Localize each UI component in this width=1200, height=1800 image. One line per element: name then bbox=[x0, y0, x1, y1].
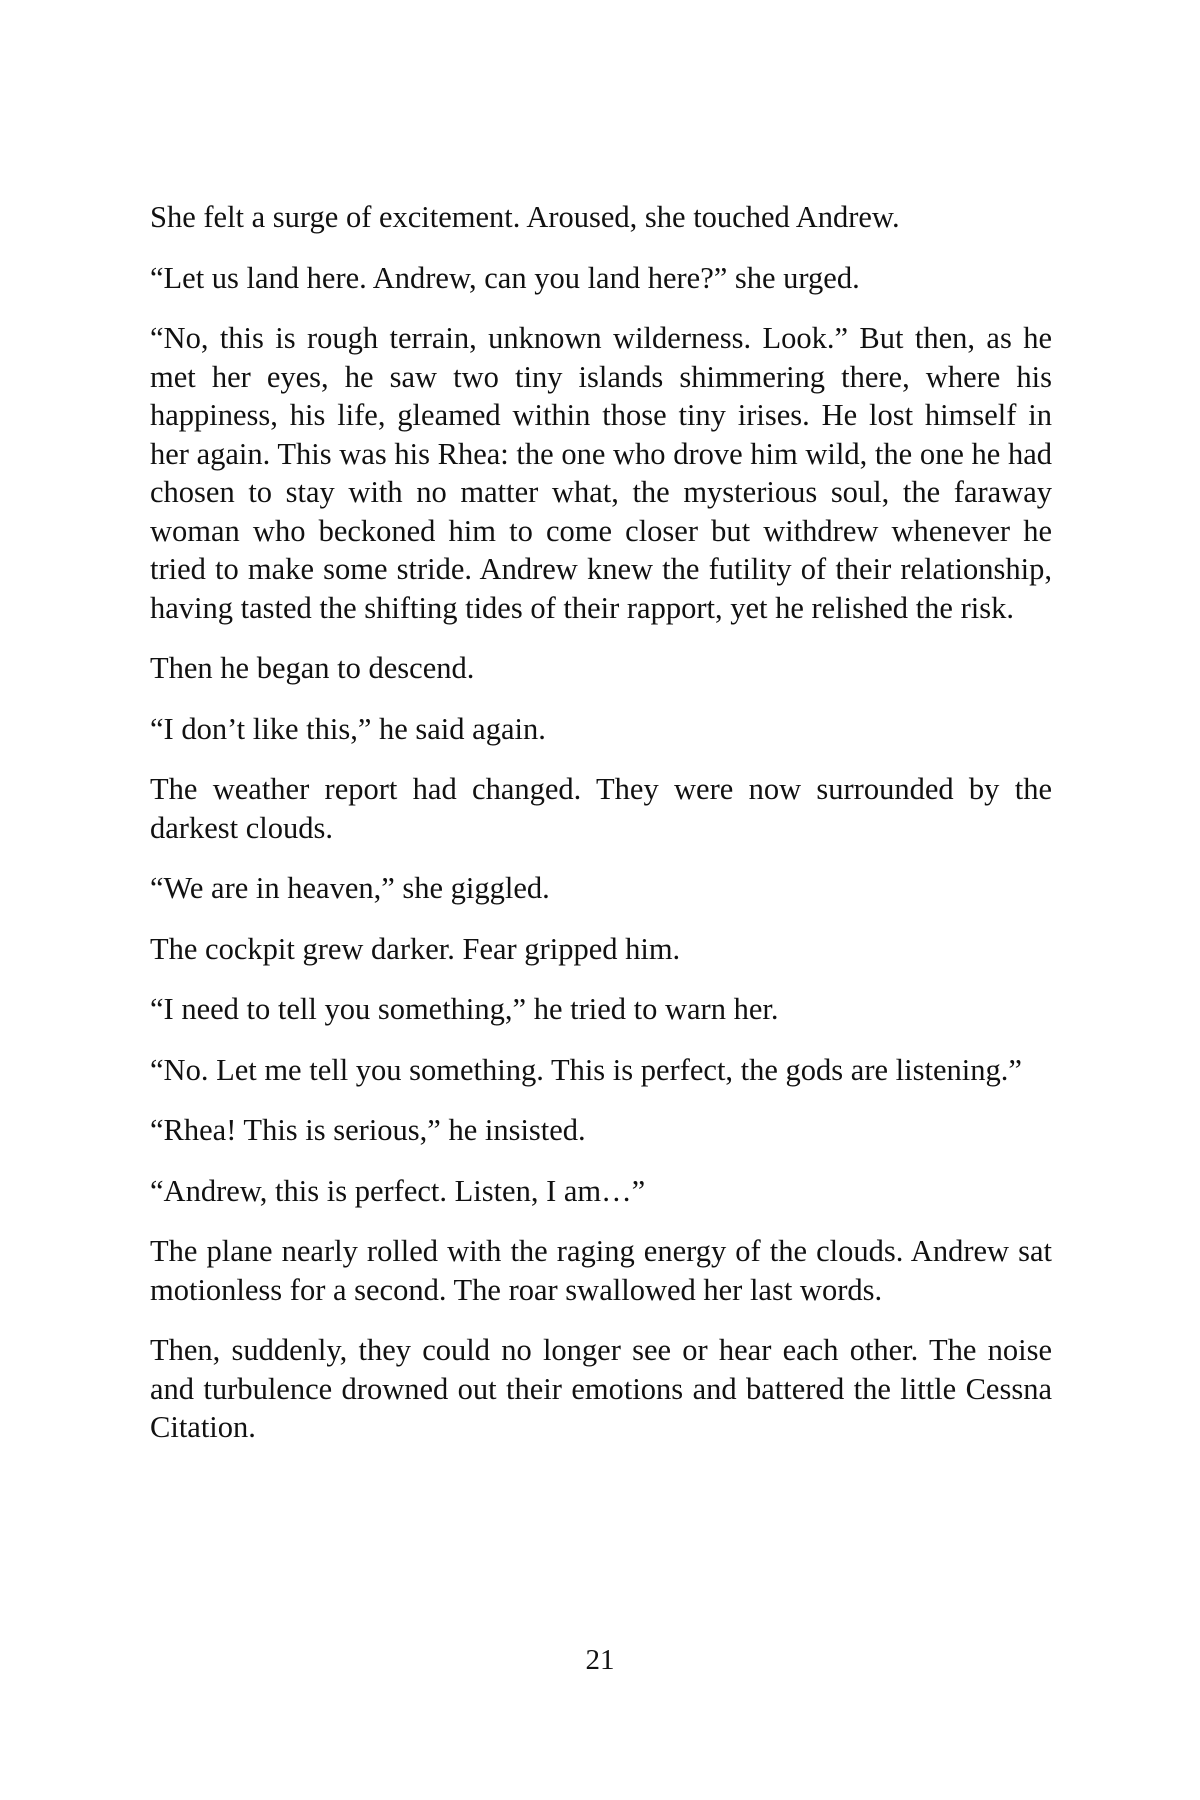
paragraph-7: “We are in heaven,” she giggled. bbox=[150, 871, 550, 905]
paragraph-3: “No, this is rough terrain, unknown wilderness. Look.” But then, as he met her eyes, he saw two tiny islands shimmering there, where his happiness, his life, gleamed within those tiny irises. He lost himself in her again. This was his Rhea: the one who drove him wild, the one he had chosen to stay with no matter what, the mysterious soul, the faraway woman who beckoned him to come closer but withdrew whenever he tried to make some stride. Andrew knew the futility of their relationship, having tasted the shifting tides of their rapport, yet he relished the risk. bbox=[150, 321, 1052, 625]
paragraph-9: “I need to tell you something,” he tried to warn her. bbox=[150, 992, 779, 1026]
paragraph-12: “Andrew, this is perfect. Listen, I am…” bbox=[150, 1173, 646, 1208]
body-text bbox=[150, 198, 1052, 1469]
paragraph-1: She felt a surge of excitement. Aroused, she touched Andrew. bbox=[150, 200, 900, 234]
paragraph-11: “Rhea! This is serious,” he insisted. bbox=[150, 1113, 586, 1147]
paragraph-8: The cockpit grew darker. Fear gripped him. bbox=[150, 931, 681, 966]
paragraph-10: “No. Let me tell you something. This is perfect, the gods are listening.” bbox=[150, 1052, 1022, 1087]
paragraph-2: “Let us land here. Andrew, can you land here?” she urged. bbox=[150, 260, 860, 295]
paragraph-5: “I don’t like this,” he said again. bbox=[150, 711, 546, 746]
paragraph-4: Then he began to descend. bbox=[150, 651, 475, 685]
page-number: 21 bbox=[585, 1644, 615, 1676]
paragraph-13: The plane nearly rolled with the raging energy of the clouds. Andrew sat motionless for a second. The roar swallowed her last words. bbox=[150, 1234, 1052, 1307]
paragraph-14: Then, suddenly, they could no longer see or hear each other. The noise and turbulence drowned out their emotions and battered the little Cessna Citation. bbox=[150, 1333, 1052, 1444]
paragraph-6: The weather report had changed. They were now surrounded by the darkest clouds. bbox=[150, 772, 1052, 845]
